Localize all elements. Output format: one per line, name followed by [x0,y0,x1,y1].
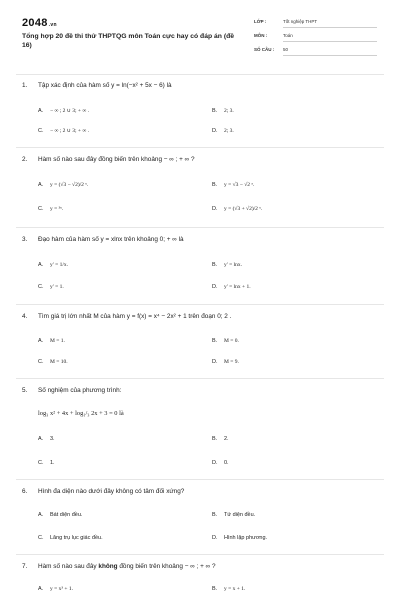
option-letter: A. [38,182,44,188]
option-d[interactable] [212,535,267,541]
option-c[interactable] [38,206,63,212]
option-letter: B. [212,436,218,442]
option-letter: C. [38,128,44,134]
option-text: y = x³ + 1. [50,586,73,592]
meta-count-label: SỐ CÂU : [254,47,275,52]
option-d[interactable] [212,284,251,290]
question-text-emphasis: không [98,563,118,570]
meta-count-value: 50 [283,47,377,56]
divider [16,378,384,379]
option-text: Lăng trụ lục giác đều. [50,535,103,541]
option-letter: B. [212,182,218,188]
option-d[interactable] [212,359,239,365]
option-letter: A. [38,262,44,268]
option-c[interactable] [38,128,89,134]
question-number: 7. [22,563,28,570]
question-number: 5. [22,387,28,394]
option-letter: C. [38,535,44,541]
meta-subject-value: Toán [283,33,377,42]
option-a[interactable] [38,338,65,344]
option-a[interactable] [38,182,88,188]
divider [16,554,384,555]
option-letter: D. [212,359,218,365]
option-b[interactable] [212,512,255,518]
option-letter: C. [38,284,44,290]
option-text: y = x + 1. [224,586,246,592]
question-text: Số nghiệm của phương trình: [38,387,122,394]
option-letter: C. [38,359,44,365]
question-text: Đạo hàm của hàm số y = xlnx trên khoảng 0; + ∞ là [38,236,184,243]
option-d[interactable] [212,206,262,212]
option-b[interactable] [212,338,239,344]
option-letter: B. [212,512,218,518]
option-d[interactable] [212,128,234,134]
option-text: − ∞ ; 2 ∪ 3; + ∞ . [50,108,90,114]
option-a[interactable] [38,512,82,518]
option-d[interactable] [212,460,229,466]
divider [16,147,384,148]
option-text: 3. [50,436,55,442]
option-b[interactable] [212,586,245,592]
option-letter: D. [212,535,218,541]
option-a[interactable] [38,262,68,268]
meta-class-label: LỚP : [254,19,267,24]
document-title: Tổng hợp 20 đề thi thử THPTQG môn Toán cực hay có đáp án (đề 16) [22,33,235,49]
question-text: Hình đa diện nào dưới đây không có tâm đối xứng? [38,488,185,495]
option-text: M = 9. [224,359,239,365]
option-b[interactable] [212,262,242,268]
meta-subject-label: MÔN : [254,33,268,38]
meta-subject [254,33,293,38]
option-letter: A. [38,338,44,344]
option-text: − ∞ ; 2 ∪ 3; + ∞ . [50,128,90,134]
meta-class [254,19,318,24]
option-b[interactable] [212,436,229,442]
option-text: y' = lnx + 1. [224,284,251,290]
option-letter: A. [38,436,44,442]
question-number: 1. [22,82,28,89]
option-text: y' = 1/x. [50,262,68,268]
option-text: M = 0. [224,338,239,344]
question-text-part: Hàm số nào sau đây [38,563,99,570]
option-c[interactable] [38,359,68,365]
option-letter: C. [38,206,44,212]
option-text: y' = 1. [50,284,64,290]
option-text: y = (√3 + √2)/2 ˣ. [224,206,263,212]
option-c[interactable] [38,460,55,466]
question-text: Hàm số nào sau đây đồng biến trên khoảng − ∞ ; + ∞ ? [38,156,195,163]
option-letter: D. [212,206,218,212]
option-c[interactable] [38,535,103,541]
option-letter: B. [212,262,218,268]
divider [16,304,384,305]
option-letter: B. [212,108,218,114]
option-text: M = 1. [50,338,65,344]
option-text: Hình lập phương. [224,535,268,541]
option-text: 2. [224,436,229,442]
meta-question-count [254,47,289,52]
divider [16,479,384,480]
logo-suffix: .vn [48,22,57,28]
document-header [0,0,400,72]
option-letter: A. [38,512,44,518]
option-text: Tứ diện đều. [224,512,256,518]
option-letter: A. [38,108,44,114]
option-a[interactable] [38,436,55,442]
option-text: y = ³ˣ. [50,206,64,212]
option-text: 1. [50,460,55,466]
option-text: 2; 3. [224,108,234,114]
question-text-part: đồng biến trên khoảng − ∞ ; + ∞ ? [117,563,216,570]
question-text: Tìm giá trị lớn nhất M của hàm y = f(x) = x⁴ − 2x² + 1 trên đoạn 0; 2 . [38,313,232,320]
divider [16,74,384,75]
logo-text: 2048 [22,17,48,29]
question-text: Tập xác định của hàm số y = ln(−x² + 5x − 6) là [38,82,172,89]
site-logo[interactable] [22,17,57,29]
option-b[interactable] [212,182,254,188]
question-number: 3. [22,236,28,243]
option-text: 0. [224,460,229,466]
option-b[interactable] [212,108,234,114]
option-letter: D. [212,284,218,290]
divider [16,227,384,228]
meta-class-value: Tốt nghiệp THPT [283,19,377,28]
option-a[interactable] [38,108,89,114]
option-text: y = (√3 − √2)/2 ˣ. [50,182,89,188]
question-number: 2. [22,156,28,163]
question-number: 4. [22,313,28,320]
question-number: 6. [22,488,28,495]
question-text [38,563,216,570]
option-letter: B. [212,338,218,344]
option-letter: C. [38,460,44,466]
equation: log₃ x² + 4x + log₁/₃ 2x + 3 = 0 là [38,410,124,417]
option-c[interactable] [38,284,64,290]
option-text: M = 10. [50,359,68,365]
option-letter: D. [212,128,218,134]
option-text: 2; 3. [224,128,234,134]
option-letter: A. [38,586,44,592]
option-letter: D. [212,460,218,466]
option-a[interactable] [38,586,73,592]
option-text: Bát diện đều. [50,512,83,518]
option-text: y = √3 − √2 ˣ. [224,182,255,188]
option-letter: B. [212,586,218,592]
option-text: y' = lnx. [224,262,242,268]
